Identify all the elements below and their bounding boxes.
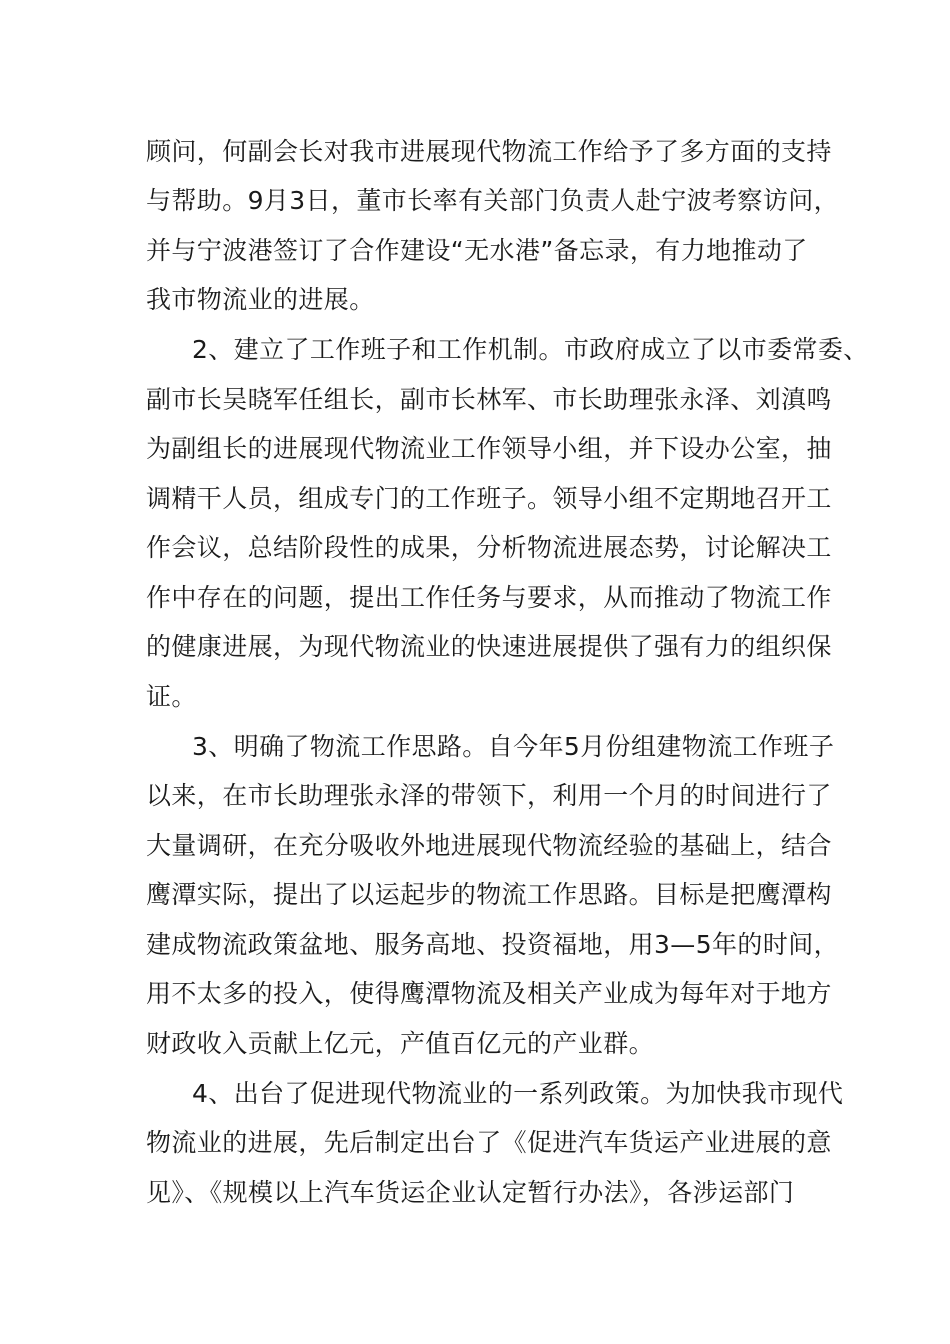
text-line: 我市物流业的进展。 bbox=[146, 285, 375, 314]
text-line: 并与宁波港签订了合作建设“无水港”备忘录，有力地推动了 bbox=[146, 236, 808, 265]
text-line: 为副组长的进展现代物流业工作领导小组，并下设办公室，抽 bbox=[146, 434, 832, 463]
text-line: 以来，在市长助理张永泽的带领下，利用一个月的时间进行了 bbox=[146, 781, 832, 810]
text-line: 与帮助。9月3日，董市长率有关部门负责人赴宁波考察访问， bbox=[146, 186, 840, 215]
text-line: 调精干人员，组成专门的工作班子。领导小组不定期地召开工 bbox=[146, 484, 832, 513]
text-line: 证。 bbox=[146, 682, 197, 711]
text-line: 的健康进展，为现代物流业的快速进展提供了强有力的组织保 bbox=[146, 632, 832, 661]
text-line: 大量调研，在充分吸收外地进展现代物流经验的基础上，结合 bbox=[146, 831, 832, 860]
text-line: 见》、《规模以上汽车货运企业认定暂行办法》，各涉运部门 bbox=[146, 1178, 795, 1207]
text-line: 财政收入贡献上亿元，产值百亿元的产业群。 bbox=[146, 1029, 655, 1058]
text-line: 作中存在的问题，提出工作任务与要求，从而推动了物流工作 bbox=[146, 583, 832, 612]
text-line: 物流业的进展，先后制定出台了《促进汽车货运产业进展的意 bbox=[146, 1128, 832, 1157]
paragraph-3-start: 3、明确了物流工作思路。自今年5月份组建物流工作班子 bbox=[192, 732, 835, 761]
paragraph-4-start: 4、出台了促进现代物流业的一系列政策。为加快我市现代 bbox=[192, 1079, 844, 1108]
text-line: 建成物流政策盆地、服务高地、投资福地，用3—5年的时间， bbox=[146, 930, 840, 959]
paragraph-2-start: 2、建立了工作班子和工作机制。市政府成立了以市委常委、 bbox=[192, 335, 869, 364]
text-line: 鹰潭实际，提出了以运起步的物流工作思路。目标是把鹰潭构 bbox=[146, 880, 832, 909]
text-line: 用不太多的投入，使得鹰潭物流及相关产业成为每年对于地方 bbox=[146, 979, 832, 1008]
text-line: 作会议，总结阶段性的成果，分析物流进展态势，讨论解决工 bbox=[146, 533, 832, 562]
text-line: 顾问，何副会长对我市进展现代物流工作给予了多方面的支持 bbox=[146, 137, 832, 166]
text-line: 副市长吴晓军任组长，副市长林军、市长助理张永泽、刘滇鸣 bbox=[146, 385, 832, 414]
